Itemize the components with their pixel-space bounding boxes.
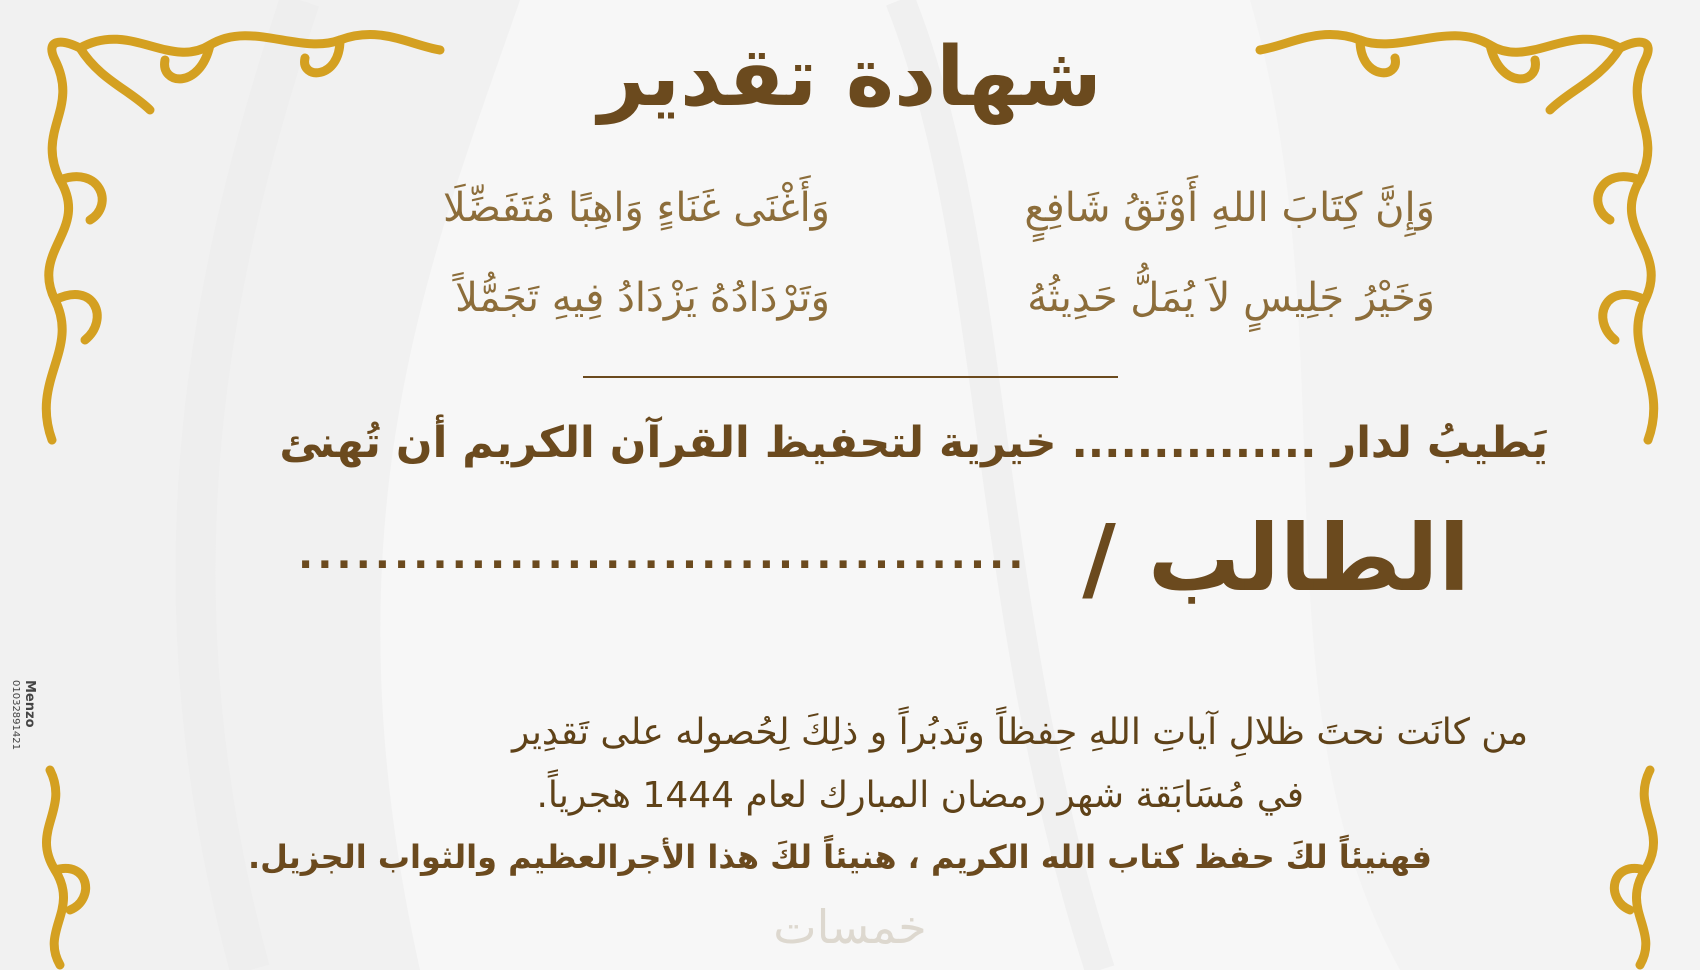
- body-line-2: في مُسَابَقة شهر رمضان المبارك لعام 1444 هجرياً.: [536, 775, 1304, 816]
- student-name-dots: ......................................: [298, 532, 1028, 578]
- body-line-1: من كانَت نحتَ ظلالِ آياتِ اللهِ حِفظاً وتَدبُراً و ذلِكَ لِحُصوله على تَقدِير: [511, 712, 1528, 753]
- student-label: الطالب /: [1082, 505, 1470, 612]
- watermark-logo: خمسات: [773, 900, 927, 954]
- intro-text: يَطيبُ لدار ............... خيرية لتحفيظ القرآن الكريم أن تُهنئ: [279, 418, 1548, 468]
- bottom-right-ornament-icon: [1580, 750, 1700, 970]
- divider-line: [583, 376, 1118, 378]
- verse-left-1: وَأَغْنَى غَنَاءٍ وَاهِبًا مُتَفَضِّلَا: [443, 185, 830, 231]
- verse-right-2: وَخَيْرُ جَلِيسٍ لاَ يُمَلُّ حَدِيثُهُ: [1027, 275, 1435, 321]
- verse-right-1: وَإِنَّ كِتَابَ اللهِ أَوْثَقُ شَافِعٍ: [1024, 185, 1435, 231]
- designer-name: Menzo: [22, 680, 37, 728]
- certificate-title: شهادة تقدير: [598, 30, 1102, 125]
- verse-left-2: وَتَرْدَادُهُ يَزْدَادُ فِيهِ تَجَمُّلاً: [455, 275, 830, 321]
- designer-credit: [8, 680, 36, 750]
- designer-phone: 01032891421: [10, 680, 21, 750]
- congratulations-text: فهنيئاً لكَ حفظ كتاب الله الكريم ، هنيئاً لكَ هذا الأجرالعظيم والثواب الجزيل.: [248, 838, 1432, 876]
- bottom-left-ornament-icon: [0, 750, 120, 970]
